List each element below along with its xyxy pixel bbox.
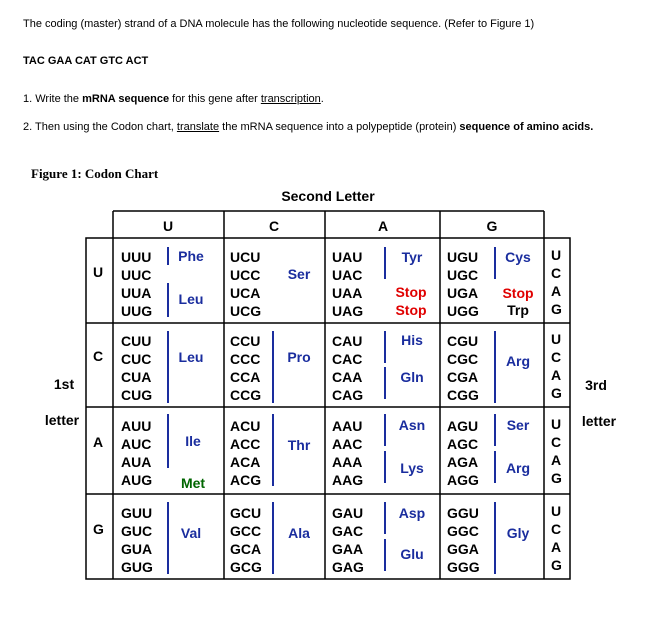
aa-gly: Gly	[506, 525, 530, 541]
aa-stop-2: Stop	[395, 302, 427, 318]
third-letter-label-2: letter	[581, 413, 617, 429]
bracket-bar	[272, 331, 274, 403]
aa-arg-2: Arg	[505, 460, 531, 476]
codons-ug: UGU UGC UGA UGG	[447, 249, 479, 319]
third-letters-row-c: U C A G	[551, 331, 562, 401]
aa-thr: Thr	[287, 437, 311, 453]
third-letter-label-1: 3rd	[585, 377, 607, 393]
first-letter-label-1: 1st	[53, 376, 75, 392]
col-header-u: U	[162, 218, 174, 234]
aa-ser-2: Ser	[506, 417, 530, 433]
aa-stop-3: Stop	[502, 285, 534, 301]
figure-caption: Figure 1: Codon Chart	[31, 166, 159, 181]
aa-his: His	[401, 332, 423, 348]
codons-cc: CCU CCC CCA CCG	[230, 333, 262, 403]
codons-ag: AGU AGC AGA AGG	[447, 418, 479, 488]
aa-asp: Asp	[398, 505, 426, 521]
first-letter-label-2: letter	[44, 412, 80, 428]
codons-cu: CUU CUC CUA CUG	[121, 333, 153, 403]
question-1: 1. Write the mRNA sequence for this gene after transcription.	[23, 93, 324, 105]
dna-sequence: TAC GAA CAT GTC ACT	[23, 55, 149, 67]
codons-au: AUU AUC AUA AUG	[121, 418, 153, 488]
codons-gg: GGU GGC GGA GGG	[447, 505, 480, 575]
aa-leu-1: Leu	[178, 291, 204, 307]
codons-ac: ACU ACC ACA ACG	[230, 418, 262, 488]
codons-ca: CAU CAC CAA CAG	[332, 333, 364, 403]
aa-pro: Pro	[287, 349, 311, 365]
codons-gu: GUU GUC GUA GUG	[121, 505, 153, 575]
aa-phe: Phe	[178, 248, 204, 264]
intro-text: The coding (master) strand of a DNA molecule has the following nucleotide sequence. (Refer to Figure 1)	[23, 18, 535, 30]
aa-ala: Ala	[288, 525, 310, 541]
third-letters-row-u: U C A G	[551, 247, 562, 317]
aa-trp: Trp	[507, 302, 529, 318]
row-letter-u: U	[93, 264, 104, 280]
codons-gc: GCU GCC GCA GCG	[230, 505, 262, 575]
codons-uc: UCU UCC UCA UCG	[230, 249, 262, 319]
col-header-c: C	[268, 218, 280, 234]
aa-cys: Cys	[505, 249, 531, 265]
codons-uu: UUU UUC UUA UUG	[121, 249, 153, 319]
aa-asn: Asn	[398, 417, 426, 433]
aa-arg-1: Arg	[505, 353, 531, 369]
bracket-bar	[167, 331, 169, 403]
second-letter-title: Second Letter	[281, 188, 375, 204]
codons-cg: CGU CGC CGA CGG	[447, 333, 479, 403]
row-letter-a: A	[93, 434, 104, 450]
aa-ile: Ile	[185, 433, 201, 449]
aa-tyr: Tyr	[401, 249, 423, 265]
third-letters-row-g: U C A G	[551, 503, 562, 573]
aa-met: Met	[180, 475, 206, 491]
aa-leu-2: Leu	[178, 349, 204, 365]
row-letter-g: G	[93, 521, 104, 537]
codons-aa: AAU AAC AAA AAG	[332, 418, 364, 488]
aa-ser-1: Ser	[287, 266, 311, 282]
col-header-g: G	[486, 218, 498, 234]
col-header-a: A	[377, 218, 389, 234]
aa-gln: Gln	[400, 369, 424, 385]
aa-stop-1: Stop	[395, 284, 427, 300]
question-2: 2. Then using the Codon chart, translate the mRNA sequence into a polypeptide (protein) sequence of amino acids.	[23, 121, 594, 133]
aa-val: Val	[180, 525, 202, 541]
aa-glu: Glu	[400, 546, 424, 562]
codons-ga: GAU GAC GAA GAG	[332, 505, 364, 575]
codons-ua: UAU UAC UAA UAG	[332, 249, 364, 319]
third-letters-row-a: U C A G	[551, 416, 562, 486]
row-letter-c: C	[93, 348, 104, 364]
aa-lys: Lys	[400, 460, 424, 476]
